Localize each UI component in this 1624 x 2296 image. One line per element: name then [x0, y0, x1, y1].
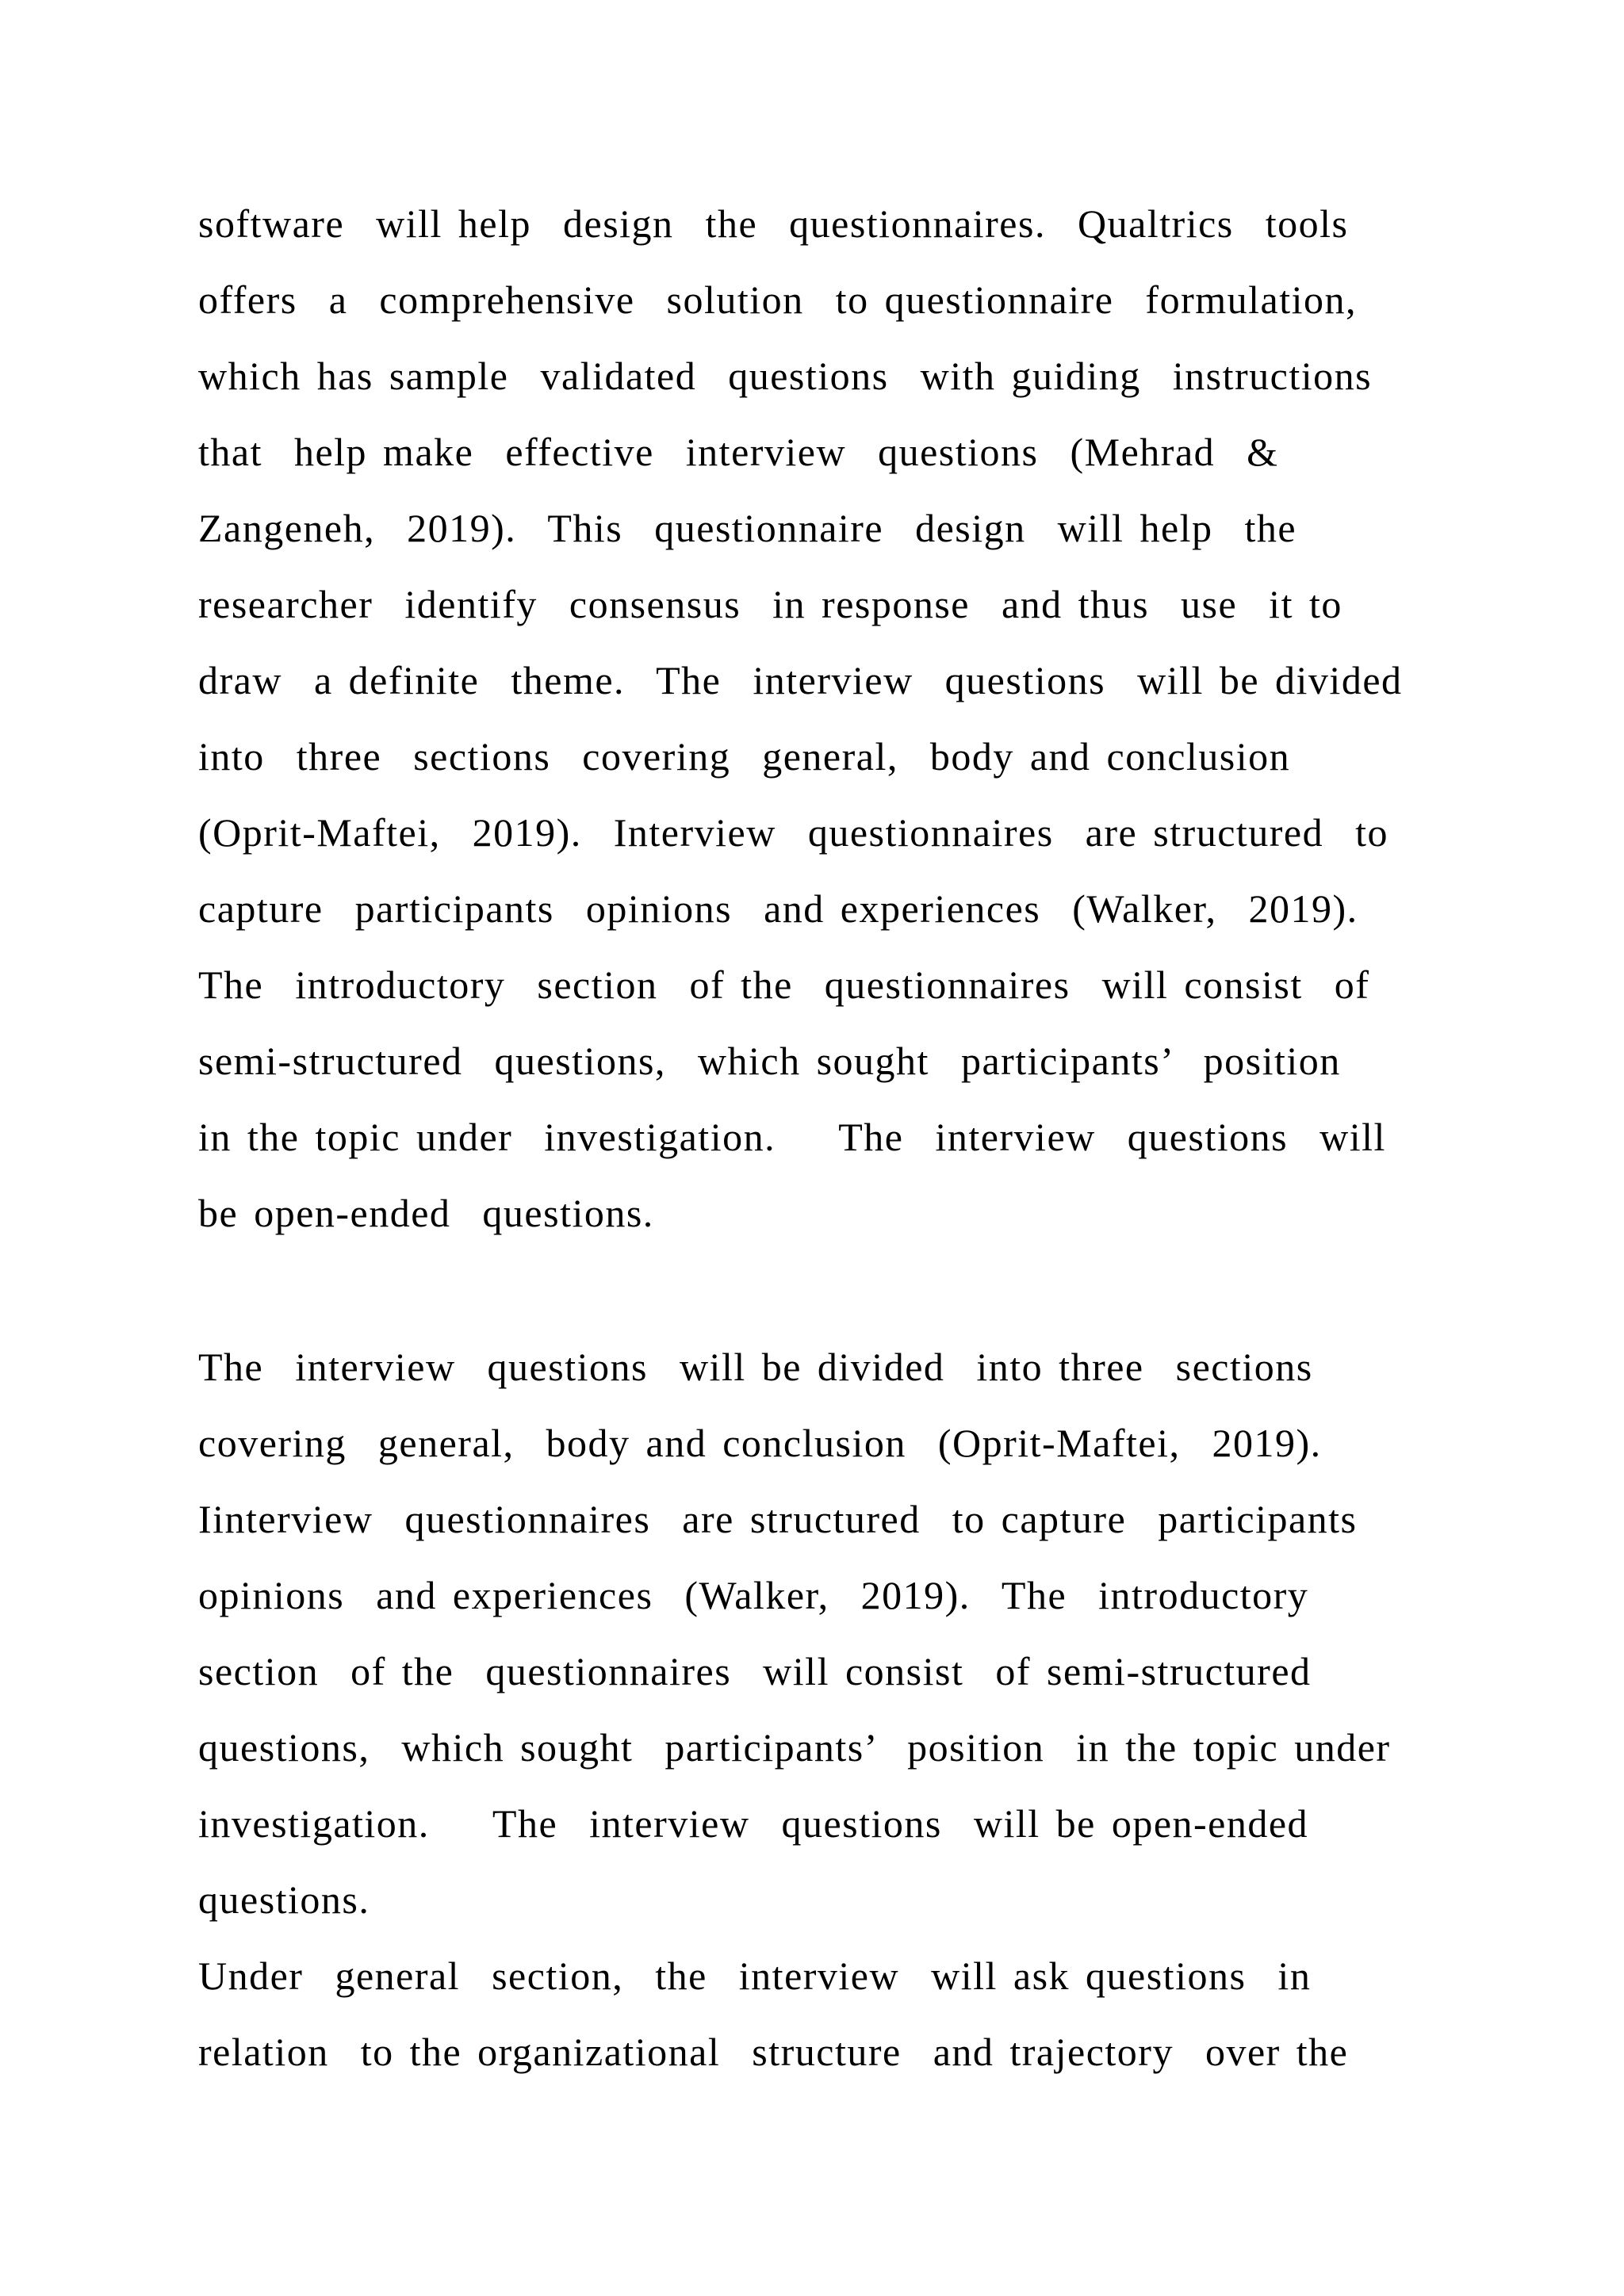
paragraph-1-line-13: in the topic under investigation. The interview questions will: [198, 1115, 1386, 1159]
paragraph-2-line-7: investigation. The interview questions will be open-ended: [198, 1801, 1309, 1846]
paragraph-1-line-9: (Oprit-Maftei, 2019). Interview questionnaires are structured to: [198, 810, 1389, 855]
paragraph-2-line-3: Iinterview questionnaires are structured to capture participants: [198, 1497, 1358, 1541]
paragraph-1-line-12: semi-structured questions, which sought participants’ position: [198, 1039, 1341, 1083]
paragraph-1-line-14: be open-ended questions.: [198, 1191, 654, 1235]
paragraph-1-line-6: researcher identify consensus in response and thus use it to: [198, 582, 1342, 626]
paragraph-2-line-9: Under general section, the interview will ask questions in: [198, 1954, 1312, 1998]
paragraph-2-line-10: relation to the organizational structure and trajectory over the: [198, 2030, 1349, 2074]
paragraph-1-line-4: that help make effective interview questions (Mehrad &: [198, 430, 1279, 474]
paragraph-2-line-5: section of the questionnaires will consist of semi-structured: [198, 1649, 1312, 1693]
paragraph-1-line-10: capture participants opinions and experiences (Walker, 2019).: [198, 886, 1358, 931]
paragraph-2-line-2: covering general, body and conclusion (Oprit-Maftei, 2019).: [198, 1421, 1322, 1465]
paragraph-1-line-8: into three sections covering general, body and conclusion: [198, 734, 1291, 779]
paragraph-1-line-7: draw a definite theme. The interview questions will be divided: [198, 658, 1403, 702]
paragraph-2-line-1: The interview questions will be divided into three sections: [198, 1345, 1313, 1389]
paragraph-1-line-5: Zangeneh, 2019). This questionnaire design will help the: [198, 506, 1297, 550]
paragraph-1-line-3: which has sample validated questions with guiding instructions: [198, 354, 1373, 398]
paragraph-1-line-1: software will help design the questionnaires. Qualtrics tools: [198, 201, 1349, 246]
paragraph-1-line-2: offers a comprehensive solution to questionnaire formulation,: [198, 277, 1357, 322]
paragraph-2-line-8: questions.: [198, 1877, 370, 1922]
paragraph-1-line-11: The introductory section of the questionnaires will consist of: [198, 962, 1370, 1007]
paragraph-2-line-6: questions, which sought participants’ position in the topic under: [198, 1725, 1391, 1770]
paragraph-2-line-4: opinions and experiences (Walker, 2019). The introductory: [198, 1573, 1309, 1617]
